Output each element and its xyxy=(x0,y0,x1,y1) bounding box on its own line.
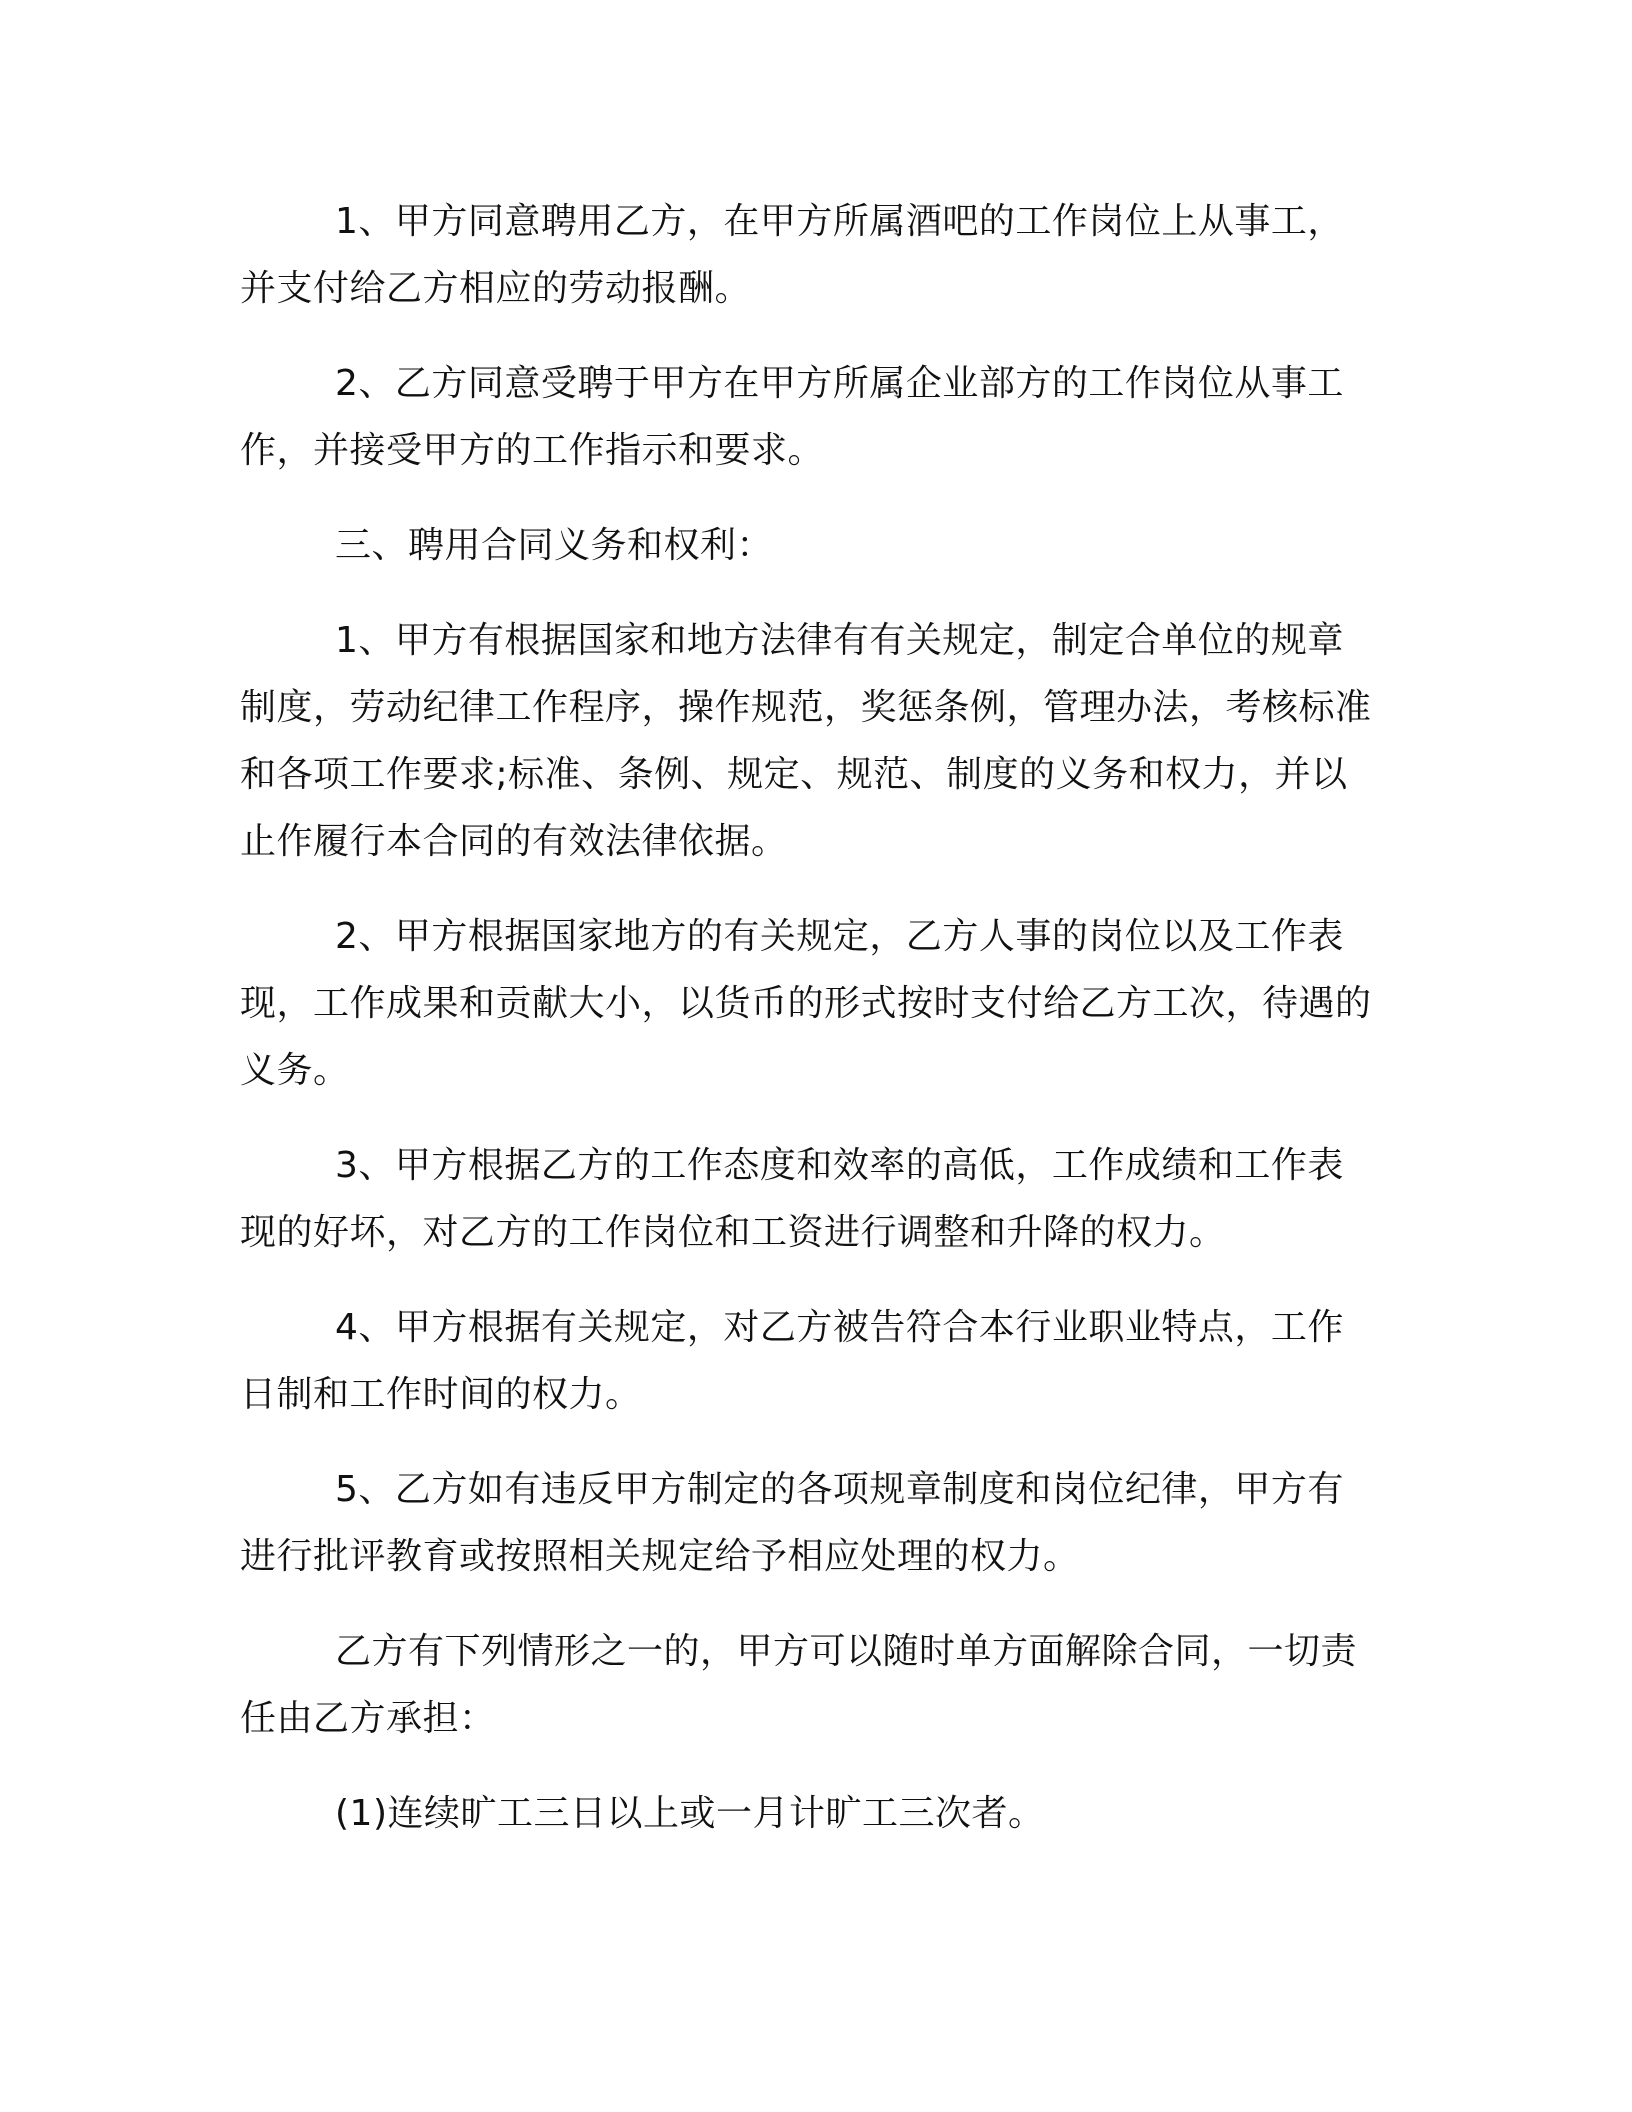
paragraph-10: (1)连续旷工三日以上或一月计旷工三次者。 xyxy=(335,1793,1045,1834)
paragraph-1: 1、甲方同意聘用乙方，在甲方所属酒吧的工作岗位上从事工，并支付给乙方相应的劳动报酬。 xyxy=(240,201,1344,309)
paragraph-9: 乙方有下列情形之一的，甲方可以随时单方面解除合同，一切责任由乙方承担： xyxy=(240,1631,1358,1739)
paragraph-4: 1、甲方有根据国家和地方法律有有关规定，制定合单位的规章制度，劳动纪律工作程序，操作规范，奖惩条例，管理办法，考核标准和各项工作要求;标准、条例、规定、规范、制度的义务和权力，并以止作履行本合同的有效法律依据。 xyxy=(240,620,1372,862)
paragraph-5: 2、甲方根据国家地方的有关规定，乙方人事的岗位以及工作表现，工作成果和贡献大小，以货币的形式按时支付给乙方工次，待遇的义务。 xyxy=(240,916,1372,1091)
paragraph-7: 4、甲方根据有关规定，对乙方被告符合本行业职业特点，工作日制和工作时间的权力。 xyxy=(240,1307,1344,1415)
document-body xyxy=(240,188,1375,1875)
paragraph-8: 5、乙方如有违反甲方制定的各项规章制度和岗位纪律，甲方有进行批评教育或按照相关规定给予相应处理的权力。 xyxy=(240,1469,1344,1577)
paragraph-2: 2、乙方同意受聘于甲方在甲方所属企业部方的工作岗位从事工作，并接受甲方的工作指示和要求。 xyxy=(240,363,1344,471)
paragraph-6: 3、甲方根据乙方的工作态度和效率的高低，工作成绩和工作表现的好坏，对乙方的工作岗位和工资进行调整和升降的权力。 xyxy=(240,1145,1344,1253)
section-heading-3: 三、聘用合同义务和权利： xyxy=(335,525,774,566)
